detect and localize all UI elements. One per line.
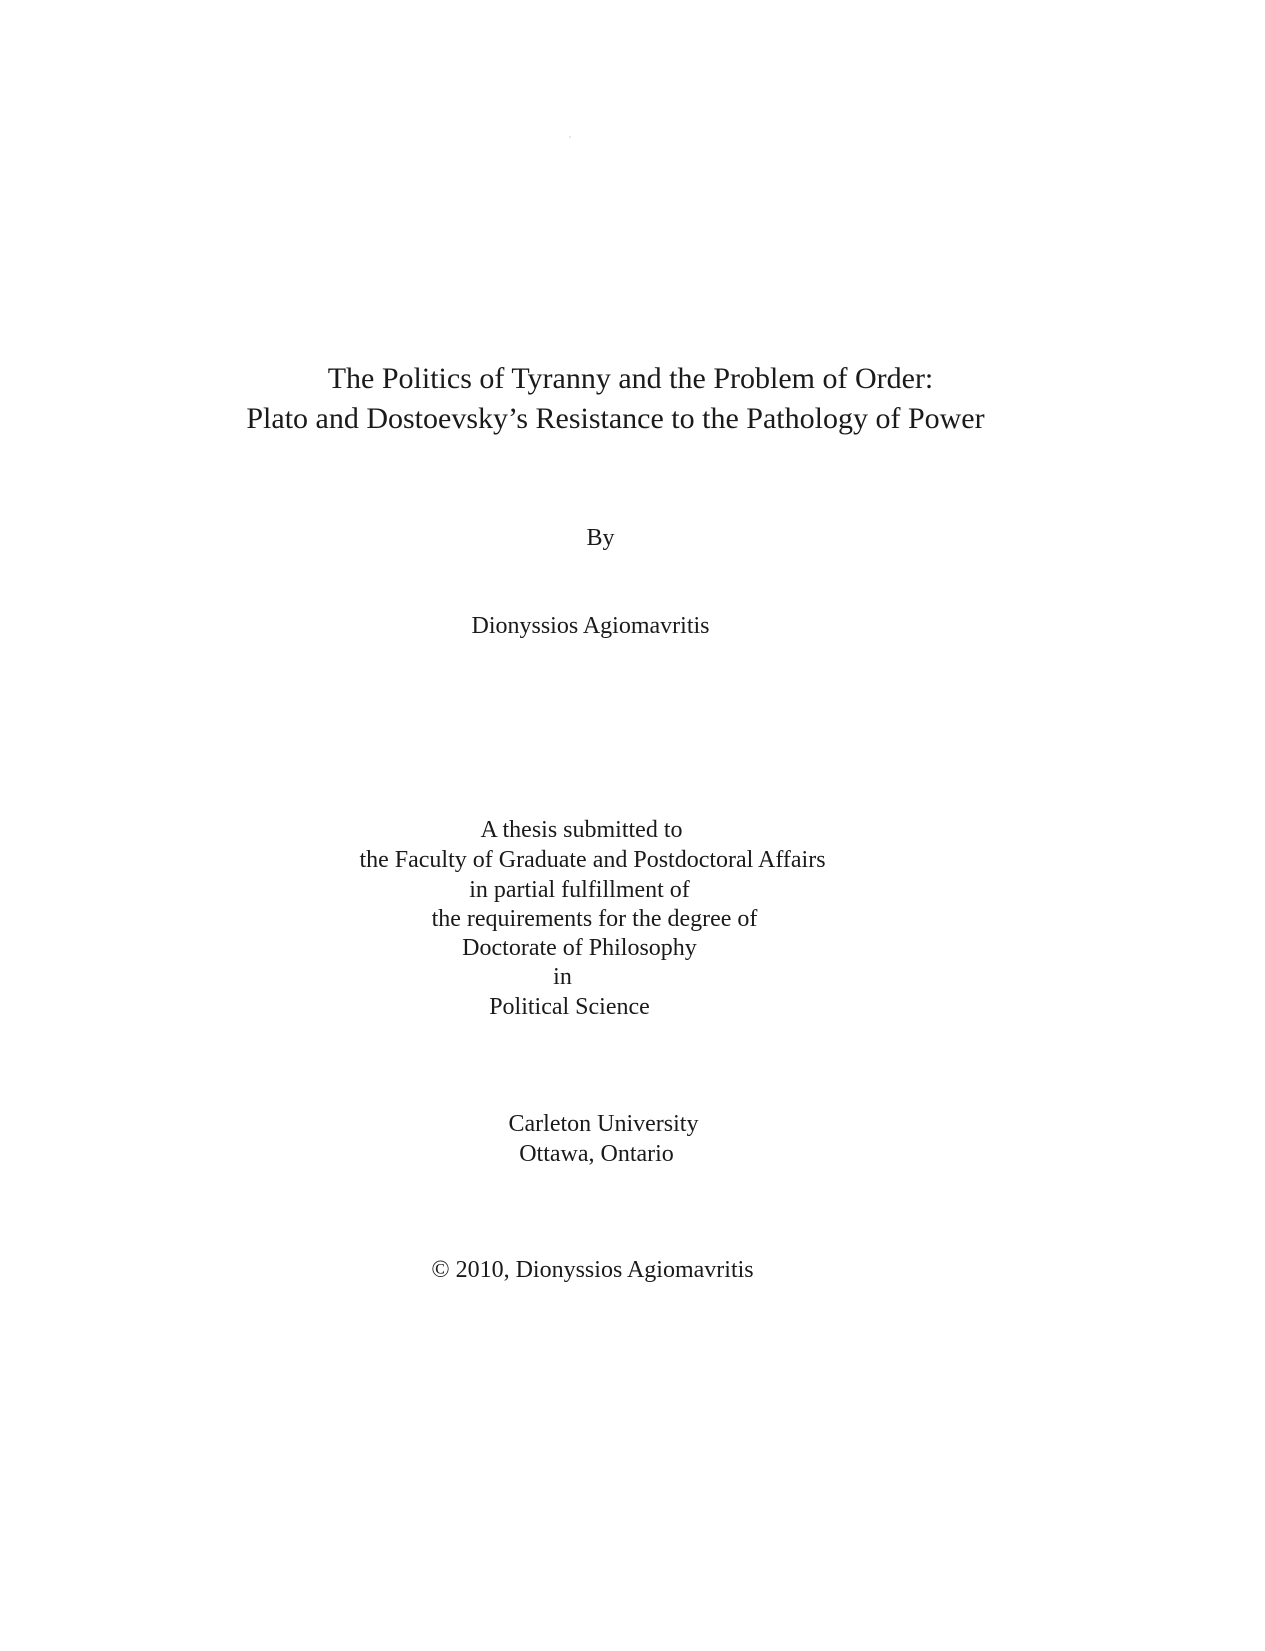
submission-line-6: in bbox=[553, 964, 572, 990]
submission-line-7: Political Science bbox=[489, 994, 650, 1020]
by-label: By bbox=[586, 525, 615, 551]
copyright-notice: © 2010, Dionyssios Agiomavritis bbox=[431, 1257, 754, 1283]
thesis-title-line-1: The Politics of Tyranny and the Problem of Order: bbox=[327, 362, 934, 395]
submission-line-3: in partial fulfillment of bbox=[469, 877, 690, 903]
institution-name: Carleton University bbox=[508, 1111, 699, 1137]
thesis-title-line-2: Plato and Dostoevsky’s Resistance to the Pathology of Power bbox=[246, 402, 985, 435]
scan-speck bbox=[569, 136, 571, 138]
submission-line-1: A thesis submitted to bbox=[480, 817, 683, 843]
submission-line-4: the requirements for the degree of bbox=[431, 906, 758, 932]
author-name: Dionyssios Agiomavritis bbox=[471, 613, 710, 639]
institution-location: Ottawa, Ontario bbox=[519, 1141, 674, 1167]
submission-line-5: Doctorate of Philosophy bbox=[462, 935, 697, 961]
submission-line-2: the Faculty of Graduate and Postdoctoral Affairs bbox=[359, 847, 826, 873]
